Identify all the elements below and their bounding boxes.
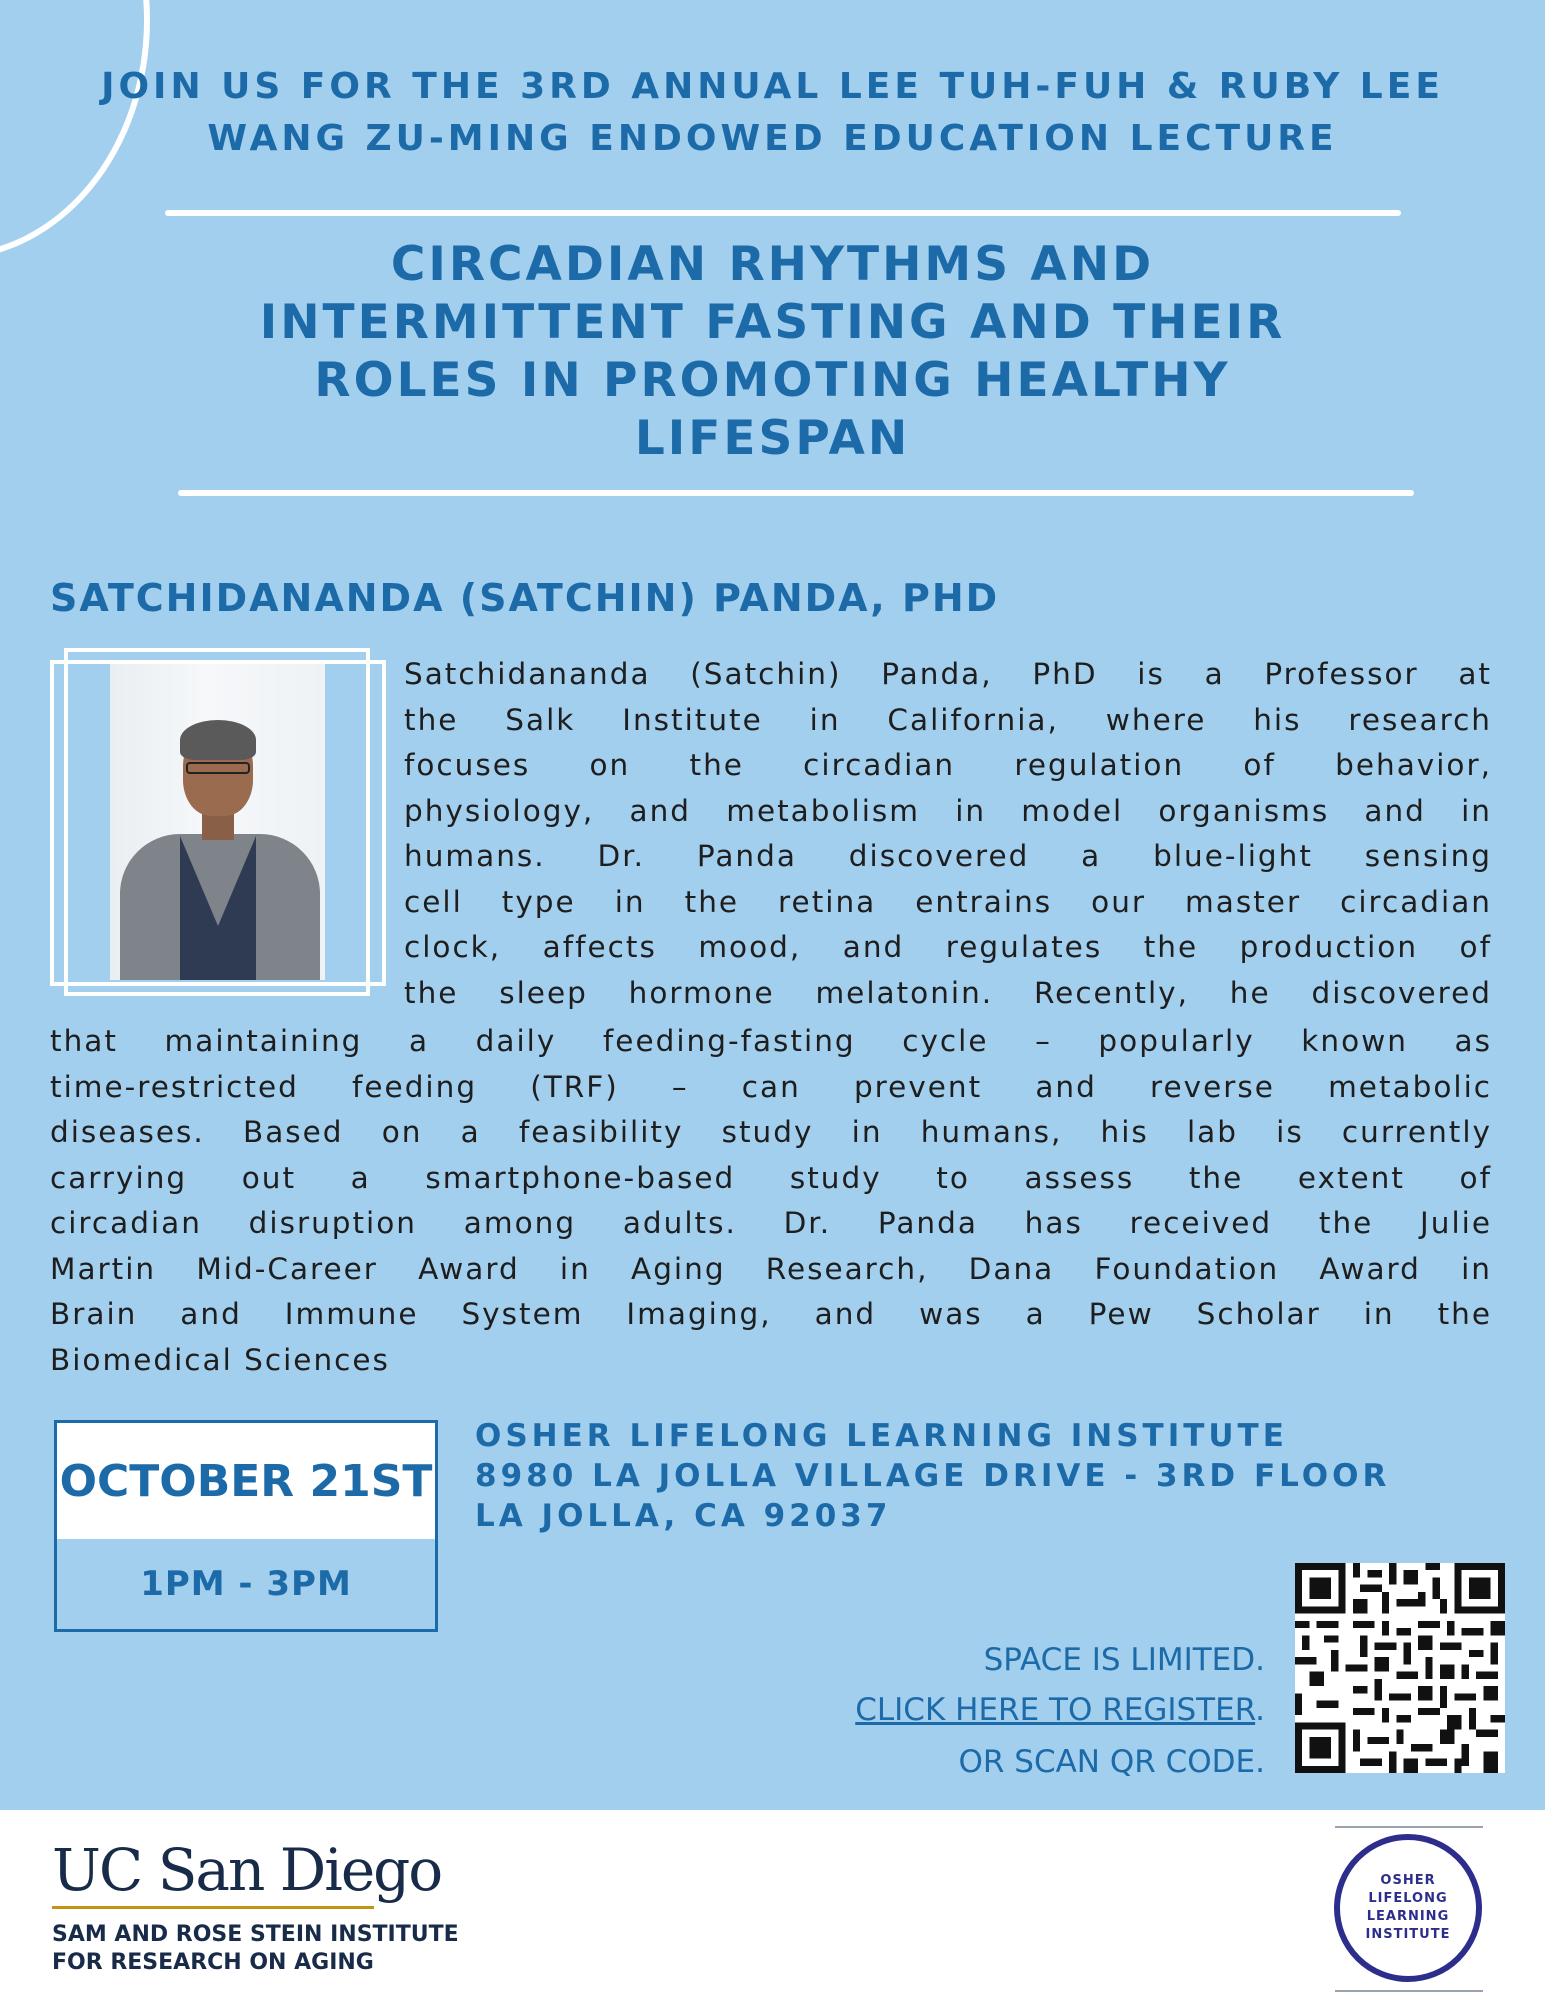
speaker-name: SATCHIDANANDA (SATCHIN) PANDA, PHD — [50, 576, 1000, 620]
ucsd-stein-logo — [52, 1838, 459, 1977]
photo-hair — [180, 720, 256, 760]
olli-logo-rule-bottom — [1335, 1990, 1483, 1992]
bio-line: circadian disruption among adults. Dr. Panda has received the Julie — [50, 1206, 1492, 1240]
bio-line: the sleep hormone melatonin. Recently, he discovered — [404, 975, 1492, 1010]
speaker-bio-beside-photo — [404, 652, 1492, 1016]
olli-logo-line: LIFELONG — [1368, 1891, 1448, 1906]
ucsd-gold-bar — [52, 1906, 374, 1909]
bio-line: humans. Dr. Panda discovered a blue-light sensing — [404, 839, 1492, 873]
divider-bottom — [178, 490, 1414, 496]
intro-line-1: JOIN US FOR THE 3RD ANNUAL LEE TUH-FUH & RUBY LEE — [101, 66, 1444, 107]
bio-line: time-restricted feeding (TRF) – can prevent and reverse metabolic — [50, 1069, 1492, 1104]
lecture-title-line: LIFESPAN — [634, 411, 911, 466]
divider-top — [165, 210, 1401, 216]
event-date-box — [54, 1420, 438, 1632]
speaker-bio-full-width — [50, 1019, 1492, 1383]
register-line — [855, 1692, 1265, 1728]
bio-line: Brain and Immune System Imaging, and was a Pew Scholar in the — [50, 1297, 1492, 1331]
venue-address: 8980 LA JOLLA VILLAGE DRIVE - 3RD FLOOR — [475, 1458, 1391, 1494]
scan-qr-note: OR SCAN QR CODE. — [958, 1744, 1265, 1780]
photo-glasses — [186, 762, 250, 774]
register-period: . — [1255, 1692, 1265, 1728]
speaker-photo — [110, 664, 325, 980]
space-limited-note: SPACE IS LIMITED. — [983, 1642, 1265, 1678]
olli-logo-rule-top — [1335, 1826, 1483, 1828]
bio-line: Biomedical Sciences — [50, 1342, 390, 1377]
event-time: 1PM - 3PM — [140, 1564, 352, 1604]
bio-line: the Salk Institute in California, where his research — [404, 702, 1492, 737]
bio-line: physiology, and metabolism in model organisms and in — [404, 793, 1492, 828]
stein-line-1: SAM AND ROSE STEIN INSTITUTE — [52, 1922, 459, 1947]
bio-line: carrying out a smartphone-based study to assess the extent of — [50, 1160, 1492, 1195]
intro-line-2: WANG ZU-MING ENDOWED EDUCATION LECTURE — [207, 118, 1338, 159]
qr-code-icon[interactable] — [1295, 1563, 1505, 1773]
stein-institute-name — [52, 1921, 459, 1977]
venue-name: OSHER LIFELONG LEARNING INSTITUTE — [475, 1418, 1288, 1454]
register-link[interactable]: CLICK HERE TO REGISTER — [855, 1692, 1256, 1728]
bio-line: that maintaining a daily feeding-fasting cycle – popularly known as — [50, 1024, 1492, 1058]
olli-logo — [1334, 1834, 1482, 1982]
olli-logo-line: LEARNING — [1366, 1909, 1450, 1924]
bio-line: focuses on the circadian regulation of behavior, — [404, 748, 1492, 782]
event-date: OCTOBER 21ST — [57, 1423, 435, 1539]
olli-logo-line: INSTITUTE — [1365, 1927, 1451, 1942]
lecture-title-line: CIRCADIAN RHYTHMS AND — [390, 237, 1155, 292]
bio-line: Martin Mid-Career Award in Aging Research, Dana Foundation Award in — [50, 1251, 1492, 1286]
stein-line-2: FOR RESEARCH ON AGING — [52, 1950, 374, 1975]
olli-logo-line: OSHER — [1380, 1873, 1436, 1888]
bio-line: diseases. Based on a feasibility study in humans, his lab is currently — [50, 1115, 1492, 1149]
lecture-title-line: ROLES IN PROMOTING HEALTHY — [314, 353, 1231, 408]
photo-neck — [202, 812, 234, 840]
bio-line: cell type in the retina entrains our master circadian — [404, 884, 1492, 919]
ucsd-wordmark: UC San Diego — [52, 1836, 442, 1904]
bio-line: Satchidananda (Satchin) Panda, PhD is a Professor at — [404, 657, 1492, 691]
lecture-title — [80, 236, 1465, 468]
lecture-title-line: INTERMITTENT FASTING AND THEIR — [259, 295, 1286, 350]
bio-line: clock, affects mood, and regulates the production of — [404, 930, 1492, 964]
venue-city: LA JOLLA, CA 92037 — [475, 1498, 892, 1534]
